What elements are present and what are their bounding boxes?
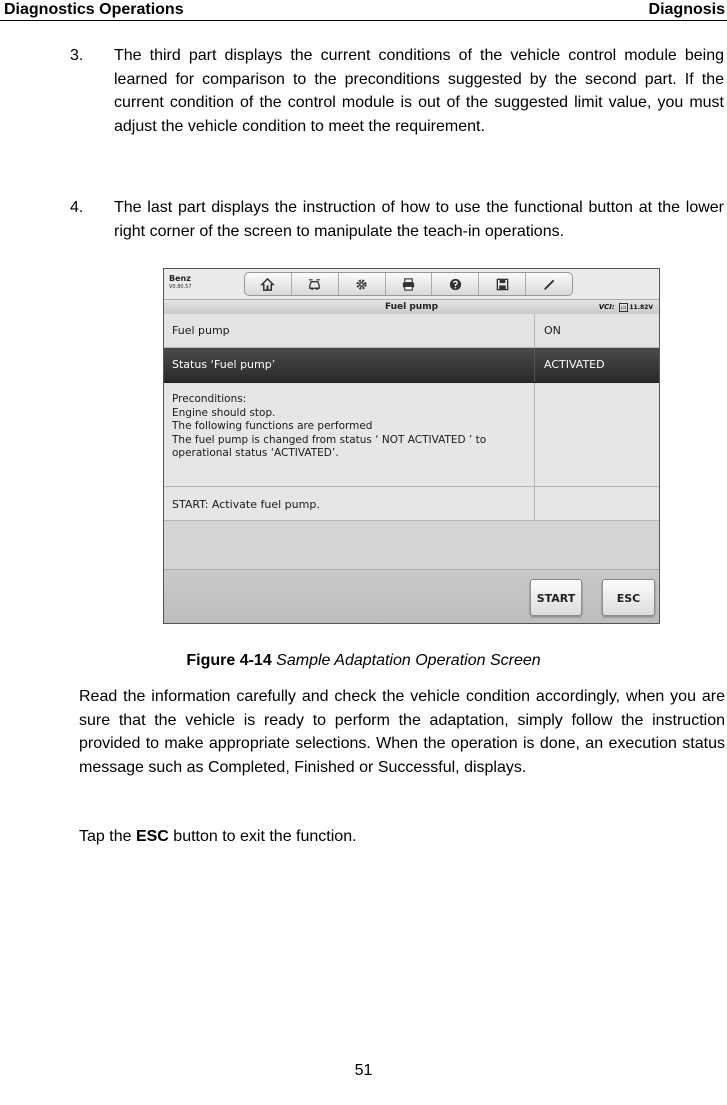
row-value: ACTIVATED (544, 358, 605, 371)
page-header (0, 0, 727, 22)
app-top-bar (164, 269, 659, 299)
vci-status (599, 302, 653, 313)
header-section-title: Diagnostics Operations (4, 1, 184, 18)
vehicle-swap-icon[interactable] (292, 273, 339, 295)
caption-label: Figure 4-14 (186, 652, 272, 669)
precondition-line: operational status ‘ACTIVATED’. (172, 447, 339, 459)
precondition-line: Engine should stop. (172, 406, 276, 419)
caption-title: Sample Adaptation Operation Screen (276, 652, 541, 669)
precondition-line: The following functions are performed (172, 420, 373, 432)
save-icon[interactable] (479, 273, 526, 295)
list-item-3 (70, 44, 724, 174)
adaptation-screenshot (163, 268, 660, 624)
toolbar (244, 272, 573, 296)
vehicle-brand (169, 274, 192, 292)
precondition-line: Preconditions: (172, 393, 247, 405)
table-row[interactable] (164, 314, 659, 348)
list-item-number: 3. (70, 47, 84, 64)
row-value: ON (544, 324, 561, 337)
esc-emphasis: ESC (135, 828, 169, 845)
table-row-selected[interactable] (164, 348, 659, 383)
esc-button[interactable]: ESC (602, 579, 655, 616)
battery-icon: ▭ (620, 304, 627, 311)
instruction-row (164, 487, 659, 521)
paragraph-text: Tap the (79, 828, 132, 845)
start-button[interactable]: START (530, 579, 582, 616)
paragraph-text: button to exit the function. (173, 828, 357, 845)
preconditions-row (164, 383, 659, 487)
help-icon[interactable] (432, 273, 479, 295)
print-icon[interactable] (386, 273, 433, 295)
settings-icon[interactable] (339, 273, 386, 295)
home-icon[interactable] (245, 273, 292, 295)
empty-area (164, 521, 659, 569)
list-item-4 (70, 196, 724, 248)
body-paragraph: Read the information carefully and check the vehicle condition accordingly, when you are sure that the vehicle is ready to perform the adaptation, simply follow the instruction provided to make appropriate selections. When the operation is done, an execution status message such as Completed, Finished or Successful, displays. (79, 688, 725, 776)
screen-title-bar (164, 299, 659, 315)
brand-name: Benz (169, 274, 191, 283)
vci-label: VCI: (598, 303, 615, 311)
list-item-number: 4. (70, 199, 84, 216)
preconditions-text (172, 393, 486, 461)
body-paragraph (79, 825, 725, 849)
header-rule (0, 20, 727, 21)
software-version: V0.80.57 (169, 284, 192, 290)
header-chapter-title: Diagnosis (648, 1, 725, 18)
page-number: 51 (354, 1062, 373, 1079)
precondition-line: The fuel pump is changed from status ‘ NOT ACTIVATED ’ to (172, 433, 487, 446)
row-label: Fuel pump (172, 324, 230, 337)
screen-title: Fuel pump (384, 302, 439, 312)
list-item-text: The last part displays the instruction of how to use the functional button at the lower right corner of the screen to manipulate the teach-in operations. (114, 199, 724, 240)
edit-icon[interactable] (526, 273, 572, 295)
row-label: Status ‘Fuel pump’ (172, 358, 276, 371)
figure-caption (0, 650, 727, 672)
function-button-bar (164, 569, 659, 624)
battery-voltage: 11.82V (629, 304, 653, 311)
list-item-text: The third part displays the current conditions of the vehicle control module being learned for comparison to the preconditions suggested by the second part. If the current condition of the control module is out of the suggested limit value, you must adjust the vehicle condition to meet the requirement. (114, 47, 724, 135)
instruction-text: START: Activate fuel pump. (172, 498, 320, 511)
